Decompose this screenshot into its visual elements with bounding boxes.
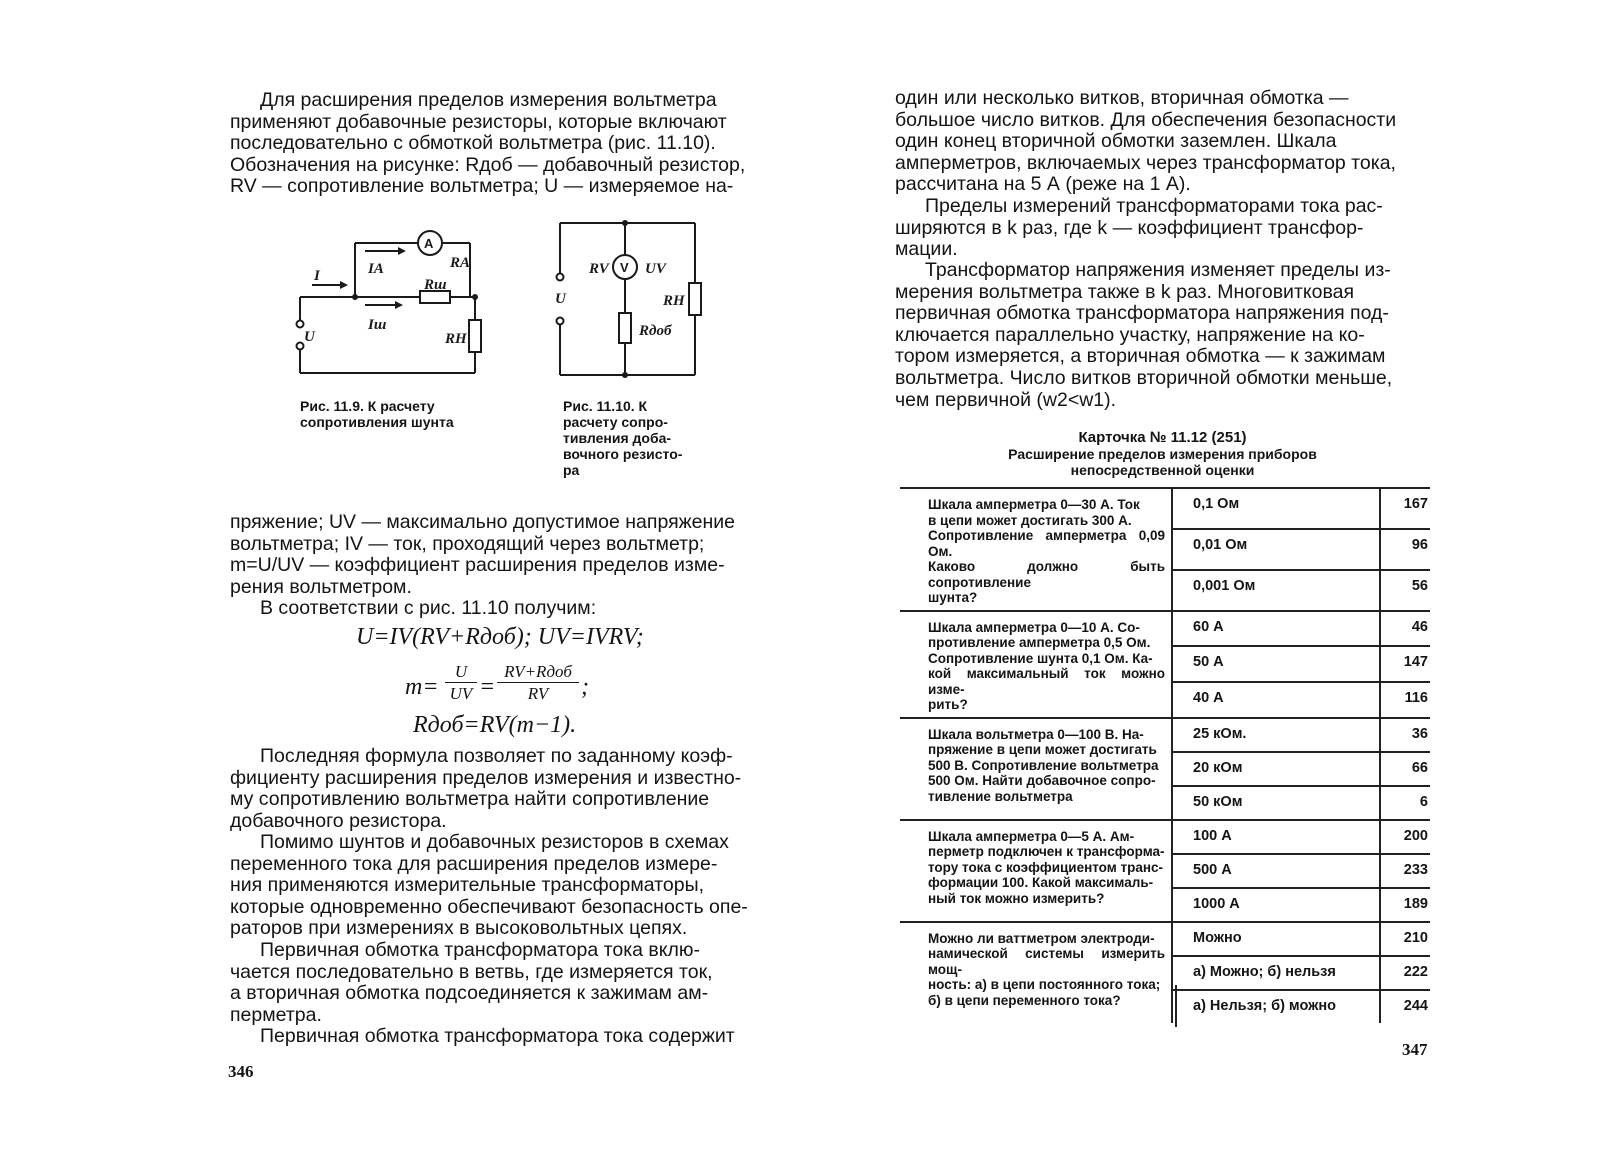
figure-11-9-caption: Рис. 11.9. К расчету сопротивления шунта [300, 398, 454, 430]
question-cell [900, 820, 1172, 922]
answer-code: 222 [1380, 956, 1430, 990]
text-line: добавочного резистора. [230, 809, 447, 832]
text-line: переменного тока для расширения пределов измере- [230, 852, 718, 875]
card-title: Карточка № 11.12 (251) [1078, 429, 1247, 446]
answer-code: 66 [1380, 752, 1430, 786]
text-line: а вторичная обмотка подсоединяется к зажимам ам- [230, 982, 709, 1005]
text-line: Первичная обмотка трансформатора тока вклю- [260, 939, 701, 961]
answer-option: 0,1 Ом [1172, 488, 1380, 529]
label-current-i: I [314, 268, 320, 284]
label-ammeter-resistance: RA [450, 255, 471, 271]
text-line: m=U/UV — коэффициент расширения пределов изме- [230, 554, 725, 577]
text-line: ния применяются измерительные трансформаторы, [230, 874, 704, 897]
answer-option: 50 А [1172, 646, 1380, 682]
card-header [900, 430, 1425, 478]
answer-row [900, 611, 1430, 647]
text-line: последовательно с обмоткой вольтметра (рис. 11.10). [230, 132, 716, 155]
text-line: тором измеряется, а вторичная обмотка — к зажимам [895, 345, 1386, 368]
question-line: Шкала амперметра 0—10 А. Со- [928, 619, 1140, 635]
text-line: Первичная обмотка трансформатора тока содержит [260, 1025, 735, 1047]
right-paragraph-3 [895, 260, 1427, 411]
answer-row [900, 820, 1430, 854]
question-line: Можно ли ваттметром электроди- [928, 930, 1155, 946]
figure-11-9-shunt-circuit [290, 225, 500, 395]
card-subtitle-line: Расширение пределов измерения приборов [1008, 446, 1317, 462]
page-number-right: 347 [1402, 1040, 1428, 1059]
figure-11-10-resistor-circuit [545, 215, 720, 385]
text-line: раторов при измерениях в высоковольтных цепях. [230, 917, 688, 940]
answer-option: 40 А [1172, 682, 1380, 718]
text-line: В соответствии с рис. 11.10 получим: [260, 597, 597, 619]
answer-code: 233 [1380, 854, 1430, 888]
answer-code: 46 [1380, 611, 1430, 647]
text-line: му сопротивлению вольтметра найти сопротивление [230, 788, 710, 811]
left-paragraph-7 [230, 1026, 762, 1048]
table-bottom-line [1175, 985, 1177, 1027]
question-line: кой максимальный ток можно изме- [928, 666, 1165, 697]
label-load-resistance: RH [445, 331, 467, 347]
answer-option: 50 кОм [1172, 786, 1380, 820]
formula-voltage: U=IV(RV+Rдоб); UV=IVRV; [356, 624, 644, 650]
text-line: вольтметра. Число витков вторичной обмотки меньше, [895, 366, 1393, 389]
figure-11-10-caption: Рис. 11.10. К расчету сопро- тивления доба- вочного резисто- ра [563, 398, 683, 478]
answer-option: Можно [1172, 922, 1380, 956]
text-line: Трансформатор напряжения изменяет пределы из- [925, 259, 1391, 281]
question-line: тору тока с коэффициентом транс- [928, 859, 1164, 875]
text-line: RV — сопротивление вольтметра; U — измеряемое на- [230, 175, 734, 198]
question-line: пряжение в цепи может достигать [928, 742, 1157, 757]
label-ammeter-current: IA [368, 261, 384, 277]
text-line: Обозначения на рисунке: Rдоб — добавочный резистор, [230, 153, 746, 176]
label-load-resistance: RH [663, 293, 685, 309]
text-line: ключается параллельно участку, напряжение на ко- [895, 323, 1365, 346]
label-added-resistor: Rдоб [639, 323, 672, 339]
question-line: 500 В. Сопротивление вольтметра [928, 757, 1159, 773]
answer-code: 147 [1380, 646, 1430, 682]
answer-code: 116 [1380, 682, 1430, 718]
left-paragraph-4 [230, 746, 762, 832]
label-voltmeter-voltage: UV [645, 261, 666, 277]
question-line: в цепи может достигать 300 А. [928, 512, 1132, 528]
right-paragraph-1 [895, 88, 1427, 196]
card-subtitle-line: непосредственной оценки [1070, 462, 1255, 478]
answer-code: 56 [1380, 570, 1430, 611]
text-line: пряжение; UV — максимально допустимое напряжение [230, 511, 736, 533]
text-line: большое число витков. Для обеспечения безопасности [895, 108, 1397, 131]
answer-code: 200 [1380, 820, 1430, 854]
text-line: Помимо шунтов и добавочных резисторов в схемах [260, 831, 729, 853]
question-line: Сопротивление амперметра 0,09 Ом. [928, 528, 1165, 559]
answer-code: 210 [1380, 922, 1430, 956]
question-line: Каково должно быть сопротивление [928, 559, 1165, 590]
question-line: формации 100. Какой максималь- [928, 875, 1154, 890]
text-line: чем первичной (w2<w1). [895, 388, 1117, 411]
answer-row [900, 488, 1430, 529]
left-paragraph-3 [260, 598, 760, 620]
question-line: шунта? [928, 590, 978, 605]
question-cell [900, 718, 1172, 820]
answer-option: 100 А [1172, 820, 1380, 854]
question-card-table [900, 487, 1430, 1023]
answer-option: а) Нельзя; б) можно [1172, 990, 1380, 1023]
answer-code: 6 [1380, 786, 1430, 820]
question-line: противление амперметра 0,5 Ом. [928, 635, 1151, 650]
text-line: мации. [895, 238, 958, 261]
answer-option: 20 кОм [1172, 752, 1380, 786]
left-paragraph-5 [230, 832, 762, 940]
right-paragraph-2 [895, 196, 1427, 261]
question-line: ность: а) в цепи постоянного тока; [928, 977, 1161, 992]
question-cell [900, 922, 1172, 1023]
question-cell [900, 611, 1172, 718]
answer-option: 1000 А [1172, 888, 1380, 922]
text-line: амперметров, включаемых через трансформатор тока, [895, 151, 1396, 174]
page-number-left: 346 [228, 1062, 254, 1081]
answer-code: 189 [1380, 888, 1430, 922]
label-voltage-u: U [555, 291, 566, 307]
voltmeter-symbol: V [620, 260, 629, 275]
question-line: рить? [928, 697, 968, 712]
answer-code: 244 [1380, 990, 1430, 1023]
question-cell [900, 488, 1172, 611]
question-line: 500 Ом. Найти добавочное сопро- [928, 773, 1156, 788]
question-line: перметр подключен к трансформа- [928, 844, 1165, 859]
text-line: вольтметра; IV — ток, проходящий через вольтметр; [230, 532, 705, 555]
answer-option: 25 кОм. [1172, 718, 1380, 752]
text-line: первичная обмотка трансформатора напряжения под- [895, 302, 1389, 325]
question-line: Шкала амперметра 0—5 А. Ам- [928, 828, 1135, 844]
left-paragraph-2 [230, 512, 762, 598]
text-line: Пределы измерений трансформаторами тока рас- [925, 195, 1383, 217]
ammeter-symbol: A [424, 236, 434, 251]
text-line: которые одновременно обеспечивают безопасность опе- [230, 895, 748, 918]
left-paragraph-1 [230, 90, 762, 198]
text-line: один или несколько витков, вторичная обмотка — [895, 87, 1349, 109]
text-line: мерения вольтметра также в k раз. Многовитковая [895, 280, 1355, 303]
question-line: Шкала амперметра 0—30 А. Ток [928, 497, 1140, 512]
text-line: один конец вторичной обмотки заземлен. Шкала [895, 130, 1337, 153]
question-line: б) в цепи переменного тока? [928, 992, 1121, 1008]
answer-row [900, 718, 1430, 752]
label-shunt-current: Iш [368, 317, 387, 333]
answer-code: 96 [1380, 529, 1430, 570]
question-line: Сопротивление шунта 0,1 Ом. Ка- [928, 650, 1153, 666]
text-line: Последняя формула позволяет по заданному коэф- [260, 745, 733, 767]
answer-option: а) Можно; б) нельзя [1172, 956, 1380, 990]
left-paragraph-6 [230, 940, 762, 1026]
text-line: чается последовательно в ветвь, где измеряется ток, [230, 960, 713, 983]
label-shunt-resistance: Rш [424, 277, 447, 293]
answer-row [900, 922, 1430, 956]
text-line: рения вольтметром. [230, 575, 412, 598]
question-line: тивление вольтметра [928, 788, 1073, 804]
answer-code: 167 [1380, 488, 1430, 529]
book-spread: Для расширения пределов измерения вольтметра применяют добавочные резисторы, которые включают последовательно с обмоткой вольтметра (рис. 11.10). Обозначения на рисунке: Rдоб — добавочный резистор, RV — сопротивление вольтметра; U — измеряемое на- I IA RA Rш Iш U RH A Рис. 11.9. К расчету сопротивления шунта RV UV U RH Rдоб V Рис. 11.10. К расчету сопро- тивления доба- вочного резисто- ра пряжение; UV — максимально допустимое напряжение вольтметра; IV — ток, проходящий через вольтметр; m=U/UV — коэффициент расширения пределов изме- рения вольтметром. В соответствии с рис. 11.10 получим: U=IV(RV+Rдоб); UV=IVRV; m= U UV = RV+Rдоб RV ; Rдоб=RV(m−1). Последняя формула позволяет по заданному коэф- фициенту расширения пределов измерения и известно- му сопротивлению вольтметра найти сопротивление добавочного резистора. Помимо шунтов и добавочных резисторов в схемах переменного тока для расширения пределов измере- ния применяются измерительные трансформаторы, которые одновременно обеспечивают безопасность опе- раторов при измерениях в высоковольтных цепях. Первичная обмотка трансформатора тока вклю- чается последовательно в ветвь, где измеряется ток, а вторичная обмотка подсоединяется к зажимам ам- перметра. Первичная обмотка трансформатора тока содержит 346 один или несколько витков, вторичная обмотка — большое число витков. Для обеспечения безопасности один конец вторичной обмотки заземлен. Шкала амперметров, включаемых через трансформатор тока, рассчитана на 5 А (реже на 1 А). Пределы измерений трансформаторами тока рас- ширяются в k раз, где k — коэффициент трансфор- мации. Трансформатор напряжения изменяет пределы из- мерения вольтметра также в k раз. Многовитковая первичная обмотка трансформатора напряжения под- ключается параллельно участку, напряжение на ко- тором измеряется, а вторичная обмотка — к зажимам вольтметра. Число витков вторичной обмотки меньше, чем первичной (w2<w1). Карточка № 11.12 (251) Расширение пределов измерения приборов непосредственной оценки Шкала амперметра 0—30 А. Ток в цепи может достигать 300 А. Сопротивление амперметра 0,09 Ом. Каково должно быть сопротивление шунта? 0,1 Ом 167 0,01 Ом 96 0,001 Ом 56 Шкала амперметра 0—10 А. Со- противление амперметра 0,5 Ом. Сопротивление шунта 0,1 Ом. Ка- кой максимальный ток можно изме- рить? 60 А 46 50 А 147 40 А 116 Шкала вольтметра 0—100 В. На- пряжение в цепи может достигать 500 В. Сопротивление вольтметра 500 Ом. Найти добавочное сопро- тивление вольтметра 25 кОм. 36 20 кОм 66 50 кОм 6 Шкала амперметра 0—5 А. Ам- перметр подключен к трансформа- тору тока с коэффициентом транс- формации 100. Какой максималь- ный ток можно измерить? 100 А 200 500 А 233 1000 А 189 Можно ли ваттметром электроди- намической системы измерить мощ- ность: а) в цепи постоянного тока; б) в цепи переменного тока? Можно 210 а) Можно; б) нельзя 222 а) Нельзя; б) можно 244 347 [0, 0, 1615, 1173]
label-voltmeter-resistance: RV [589, 261, 609, 277]
question-line: Шкала вольтметра 0—100 В. На- [928, 726, 1144, 742]
text-line: перметра. [230, 1003, 322, 1026]
text-line: фициенту расширения пределов измерения и известно- [230, 766, 742, 789]
question-line: намической системы измерить мощ- [928, 946, 1165, 977]
text-line: Для расширения пределов измерения вольтметра [260, 89, 717, 111]
answer-option: 60 А [1172, 611, 1380, 647]
answer-option: 0,001 Ом [1172, 570, 1380, 611]
text-line: применяют добавочные резисторы, которые включают [230, 110, 727, 133]
label-voltage-u: U [304, 329, 315, 345]
answer-option: 0,01 Ом [1172, 529, 1380, 570]
text-line: ширяются в k раз, где k — коэффициент трансфор- [895, 216, 1364, 239]
formula-resistor: Rдоб=RV(m−1). [413, 712, 577, 738]
question-line: ный ток можно измерить? [928, 890, 1105, 906]
answer-option: 500 А [1172, 854, 1380, 888]
text-line: рассчитана на 5 А (реже на 1 А). [895, 173, 1191, 196]
answer-code: 36 [1380, 718, 1430, 752]
